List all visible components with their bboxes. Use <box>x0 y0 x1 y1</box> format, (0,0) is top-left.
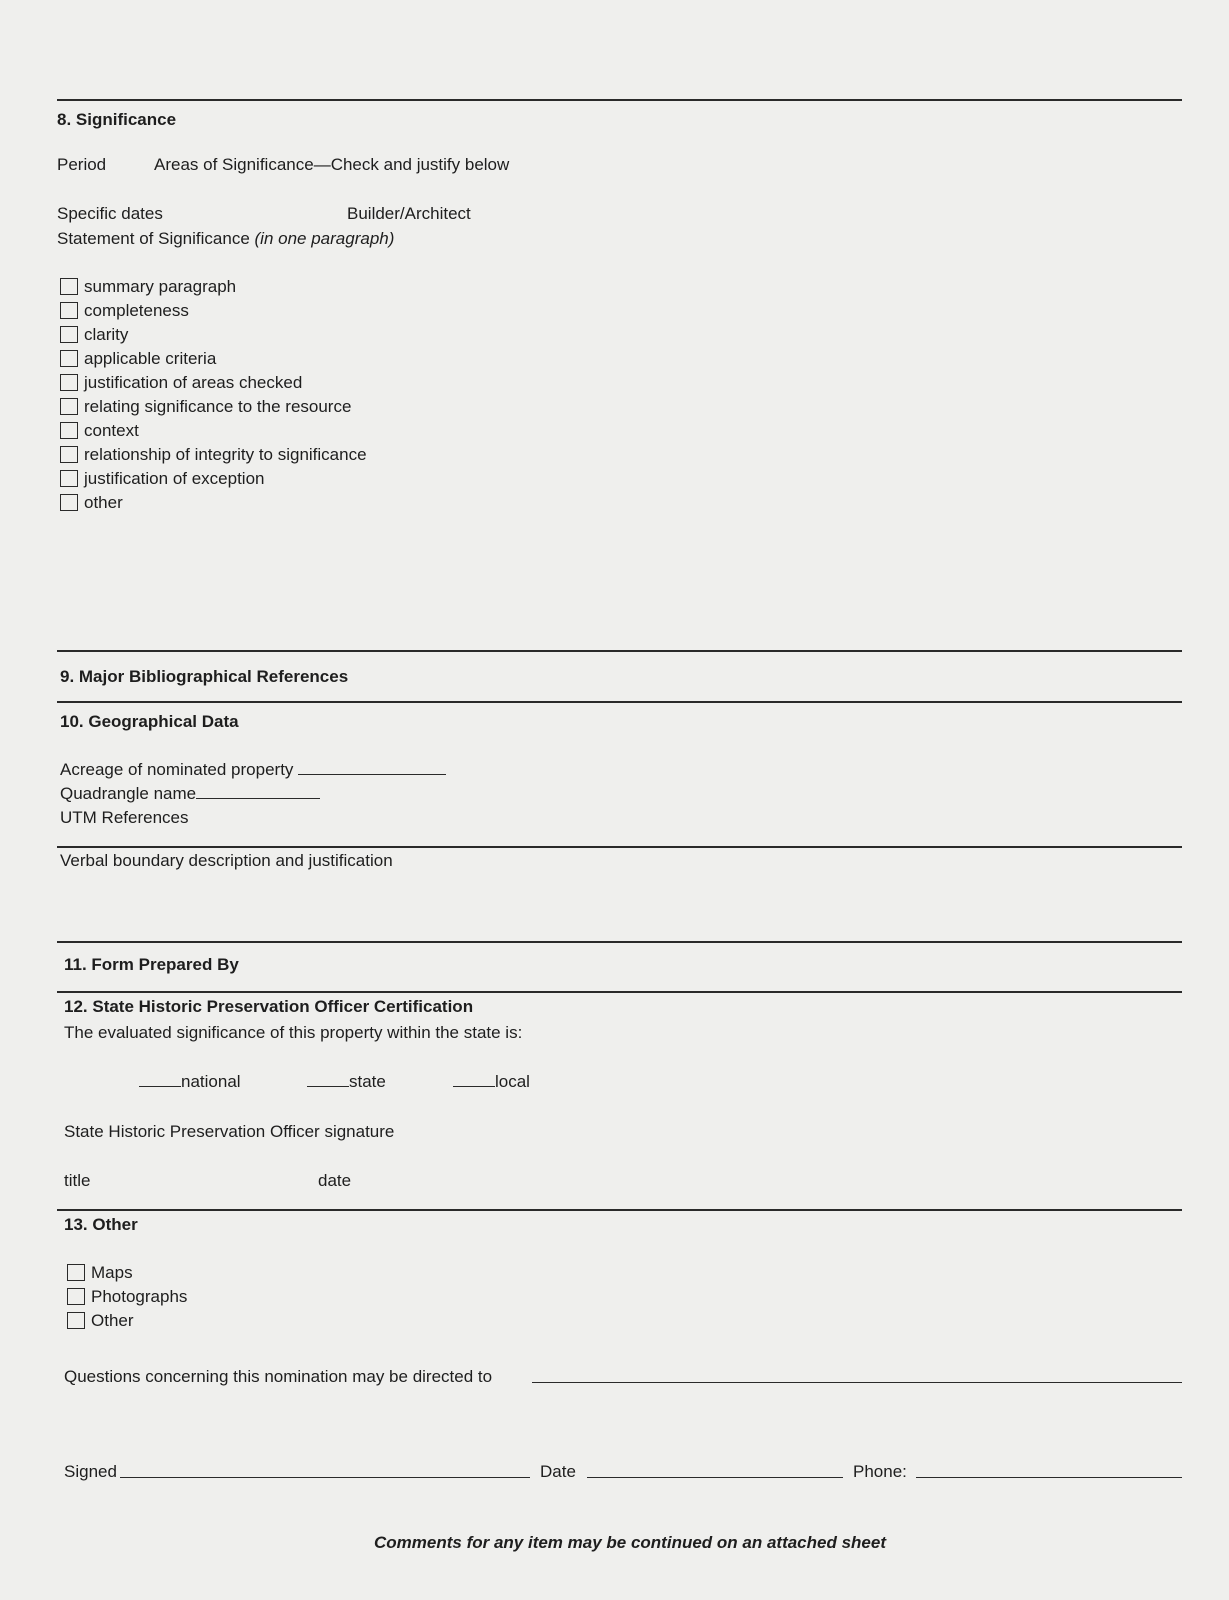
checklist-label: context <box>84 421 139 440</box>
section-10-title: 10. Geographical Data <box>60 712 239 731</box>
specific-dates-label: Specific dates <box>57 204 163 223</box>
state-line[interactable] <box>307 1072 349 1087</box>
checklist-label: justification of areas checked <box>84 373 303 392</box>
checklist-label: justification of exception <box>84 469 265 488</box>
questions-label: Questions concerning this nomination may be directed to <box>64 1367 493 1386</box>
checklist-label: summary paragraph <box>84 277 237 296</box>
checklist-item <box>60 469 265 489</box>
statement-text: Statement of Significance <box>57 229 250 248</box>
checkbox[interactable] <box>67 1264 85 1281</box>
rule-verbal <box>57 846 1182 848</box>
section-11-title: 11. Form Prepared By <box>64 955 239 974</box>
rule-top <box>57 99 1182 101</box>
section-9-title: 9. Major Bibliographical References <box>60 667 349 686</box>
checklist-label: clarity <box>84 325 129 344</box>
other-item <box>67 1287 187 1307</box>
section-12-title: 12. State Historic Preservation Officer Certification <box>64 997 474 1016</box>
state-label: state <box>349 1072 386 1091</box>
checkbox[interactable] <box>60 446 78 463</box>
statement-note: (in one paragraph) <box>254 229 395 248</box>
other-item <box>67 1311 134 1331</box>
rule-section-13 <box>57 1209 1182 1211</box>
date-label: Date <box>540 1462 576 1481</box>
checklist-item <box>60 397 351 417</box>
national-label: national <box>181 1072 241 1091</box>
phone-line[interactable] <box>916 1477 1182 1478</box>
checklist-item <box>60 277 236 297</box>
rule-section-10 <box>57 701 1182 703</box>
state-option <box>307 1072 386 1092</box>
phone-label: Phone: <box>853 1462 907 1481</box>
checkbox[interactable] <box>60 350 78 367</box>
utm-label: UTM References <box>60 808 189 827</box>
acreage-label: Acreage of nominated property <box>60 760 294 779</box>
checkbox[interactable] <box>60 326 78 343</box>
local-label: local <box>495 1072 530 1091</box>
checkbox[interactable] <box>67 1312 85 1329</box>
checklist-label: completeness <box>84 301 189 320</box>
local-option <box>453 1072 530 1092</box>
section-8-title: 8. Significance <box>57 110 177 129</box>
rule-section-9 <box>57 650 1182 652</box>
checklist-item <box>60 325 128 345</box>
evaluated-significance-text: The evaluated significance of this property within the state is: <box>64 1023 523 1042</box>
checklist-label: relationship of integrity to significance <box>84 445 367 464</box>
checklist-item <box>60 421 139 441</box>
other-label: Maps <box>91 1263 133 1282</box>
questions-line[interactable] <box>532 1382 1182 1383</box>
title-label: title <box>64 1171 91 1190</box>
signed-line[interactable] <box>120 1477 530 1478</box>
local-line[interactable] <box>453 1072 495 1087</box>
checklist-item <box>60 301 189 321</box>
checklist-item <box>60 349 216 369</box>
quadrangle-label: Quadrangle name <box>60 784 197 803</box>
checklist-item <box>60 373 302 393</box>
checklist-label: other <box>84 493 123 512</box>
checkbox[interactable] <box>60 374 78 391</box>
verbal-boundary-label: Verbal boundary description and justification <box>60 851 393 870</box>
period-label: Period <box>57 155 107 174</box>
other-label: Other <box>91 1311 134 1330</box>
quadrangle-field <box>60 784 320 804</box>
checkbox[interactable] <box>60 278 78 295</box>
statement-label <box>57 229 394 249</box>
quadrangle-line[interactable] <box>196 784 320 799</box>
checkbox[interactable] <box>60 422 78 439</box>
shpo-signature-label: State Historic Preservation Officer signature <box>64 1122 395 1141</box>
acreage-field <box>60 760 446 780</box>
rule-section-11 <box>57 941 1182 943</box>
acreage-line[interactable] <box>298 760 446 775</box>
checklist-label: relating significance to the resource <box>84 397 352 416</box>
builder-label: Builder/Architect <box>347 204 471 223</box>
section-13-title: 13. Other <box>64 1215 138 1234</box>
checkbox[interactable] <box>60 494 78 511</box>
checklist-item <box>60 493 123 513</box>
rule-section-12 <box>57 991 1182 993</box>
signed-label: Signed <box>64 1462 117 1481</box>
checkbox[interactable] <box>60 470 78 487</box>
footnote: Comments for any item may be continued on an attached sheet <box>374 1533 886 1552</box>
checklist-label: applicable criteria <box>84 349 217 368</box>
national-option <box>139 1072 241 1092</box>
other-item <box>67 1263 133 1283</box>
areas-label: Areas of Significance—Check and justify below <box>154 155 510 174</box>
other-label: Photographs <box>91 1287 188 1306</box>
national-line[interactable] <box>139 1072 181 1087</box>
checkbox[interactable] <box>60 302 78 319</box>
checkbox[interactable] <box>67 1288 85 1305</box>
date-label-cert: date <box>318 1171 352 1190</box>
checklist-item <box>60 445 367 465</box>
date-line[interactable] <box>587 1477 843 1478</box>
checkbox[interactable] <box>60 398 78 415</box>
